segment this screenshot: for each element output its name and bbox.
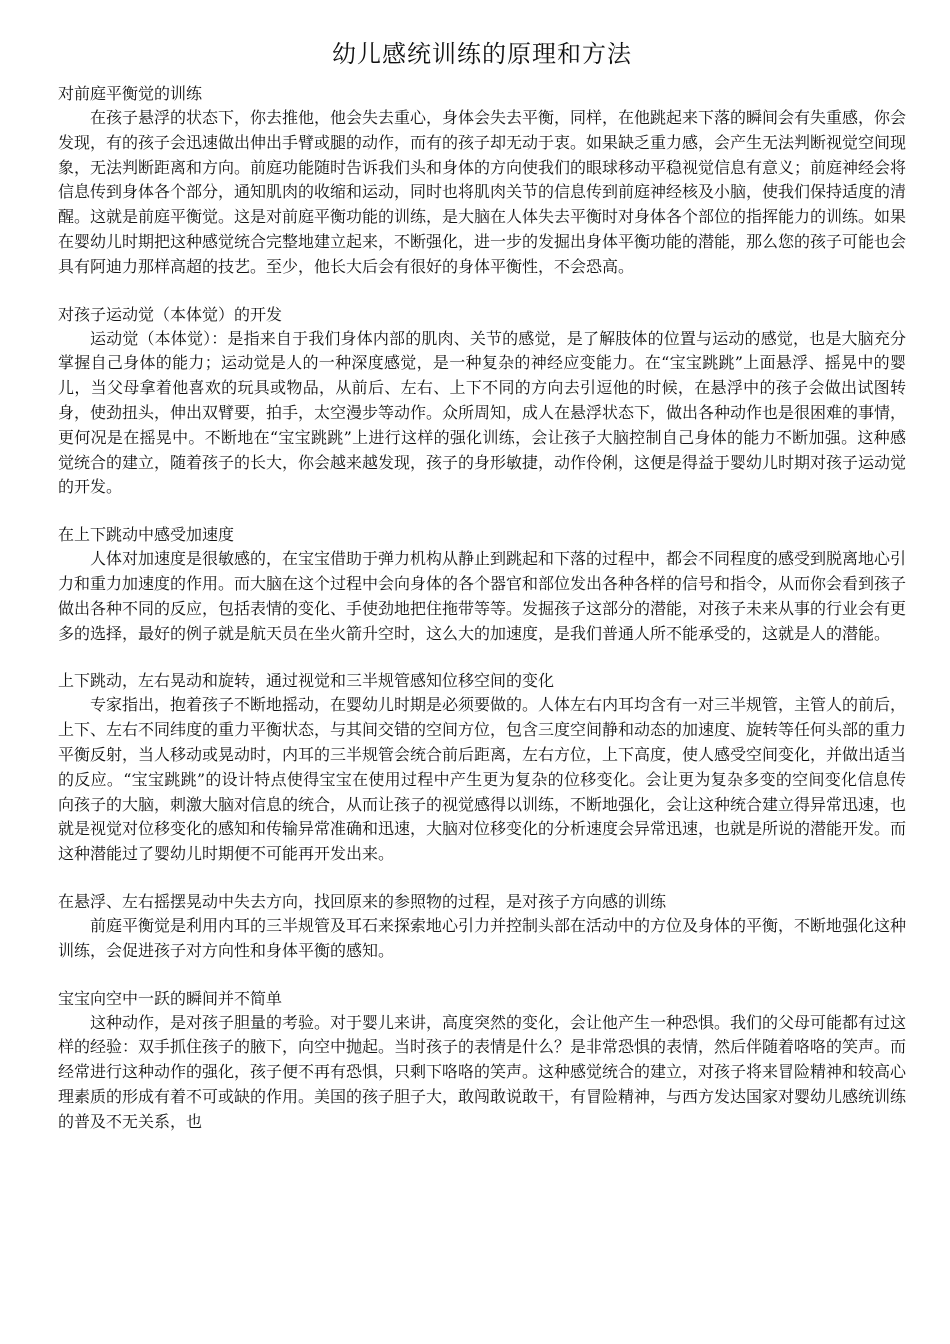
section-direction-sense	[58, 890, 906, 964]
section-heading: 对孩子运动觉（本体觉）的开发	[58, 304, 283, 324]
section-body: 在孩子悬浮的状态下，你去推他，他会失去重心，身体会失去平衡，同样，在他跳起来下落的瞬间会有失重感，你会发现，有的孩子会迅速做出伸出手臂或腿的动作，而有的孩子却无动于衷。如果缺乏重力感，会产生无法判断视觉空间现象，无法判断距离和方向。前庭功能随时告诉我们头和身体的方向使我们的眼球移动平稳视觉信息有意义；前庭神经会将信息传到身体各个部分，通知肌肉的收缩和运动，同时也将肌肉关节的信息传到前庭神经核及小脑，使我们保持适度的清醒。这就是前庭平衡觉。这是对前庭平衡功能的训练，是大脑在人体失去平衡时对身体各个部位的指挥能力的训练。如果在婴幼儿时期把这种感觉统合完整地建立起来，不断强化，进一步的发掘出身体平衡功能的潜能，那么您的孩子可能也会具有阿迪力那样高超的技艺。至少，他长大后会有很好的身体平衡性，不会恐高。	[58, 108, 907, 276]
section-heading: 在悬浮、左右摇摆晃动中失去方向，找回原来的参照物的过程，是对孩子方向感的训练	[58, 891, 667, 911]
section-acceleration	[58, 523, 906, 646]
section-spatial-displacement	[58, 669, 906, 867]
section-body: 运动觉（本体觉）：是指来自于我们身体内部的肌肉、关节的感觉，是了解肢体的位置与运动的感觉，也是大脑充分掌握自己身体的能力；运动觉是人的一种深度感觉，是一种复杂的神经应变能力。在“宝宝跳跳”上面悬浮、摇晃中的婴儿，当父母拿着他喜欢的玩具或物品，从前后、左右、上下不同的方向去引逗他的时候，在悬浮中的孩子会做出试图转身，使劲扭头，伸出双臂要，拍手，太空漫步等动作。众所周知，成人在悬浮状态下，做出各种动作也是很困难的事情，更何况是在摇晃中。不断地在“宝宝跳跳”上进行这样的强化训练，会让孩子大脑控制自己身体的能力不断加强。这种感觉统合的建立，随着孩子的长大，你会越来越发现，孩子的身形敏捷，动作伶俐，这便是得益于婴幼儿时期对孩子运动觉的开发。	[58, 328, 907, 497]
section-proprioception	[58, 303, 906, 501]
document-title: 幼儿感统训练的原理和方法	[332, 40, 632, 68]
document-page	[58, 36, 906, 1158]
section-body: 专家指出，抱着孩子不断地摇动，在婴幼儿时期是必须要做的。人体左右内耳均含有一对三半规管，主管人的前后，上下、左右不同纬度的重力平衡状态，与其间交错的空间方位，包含三度空间静和动态的加速度、旋转等任何头部的重力平衡反射，当人移动或晃动时，内耳的三半规管会统合前后距离，左右方位，上下高度，使人感受空间变化，并做出适当的反应。“宝宝跳跳”的设计特点使得宝宝在使用过程中产生更为复杂的位移变化。会让更为复杂多变的空间变化信息传向孩子的大脑，刺激大脑对信息的统合，从而让孩子的视觉感得以训练，不断地强化，会让这种统合建立得异常迅速，也就是视觉对位移变化的感知和传输异常准确和迅速，大脑对位移变化的分析速度会异常迅速，也就是所说的潜能开发。而这种潜能过了婴幼儿时期便不可能再开发出来。	[58, 695, 907, 864]
section-heading: 宝宝向空中一跃的瞬间并不简单	[58, 988, 283, 1008]
section-body: 人体对加速度是很敏感的，在宝宝借助于弹力机构从静止到跳起和下落的过程中，都会不同程度的感受到脱离地心引力和重力加速度的作用。而大脑在这个过程中会向身体的各个器官和部位发出各种各样的信号和指令，从而你会看到孩子做出各种不同的反应，包括表情的变化、手使劲地把住拖带等等。发掘孩子这部分的潜能，对孩子未来从事的行业会有更多的选择，最好的例子就是航天员在坐火箭升空时，这么大的加速度，是我们普通人所不能承受的，这就是人的潜能。	[58, 549, 907, 643]
section-body: 这种动作，是对孩子胆量的考验。对于婴儿来讲，高度突然的变化，会让他产生一种恐惧。我们的父母可能都有过这样的经验：双手抓住孩子的腋下，向空中抛起。当时孩子的表情是什么？是非常恐惧的表情，然后伴随着咯咯的笑声。而经常进行这种动作的强化，孩子便不再有恐惧，只剩下咯咯的笑声。这种感觉统合的建立，对孩子将来冒险精神和较高心理素质的形成有着不可或缺的作用。美国的孩子胆子大，敢闯敢说敢干，有冒险精神，与西方发达国家对婴幼儿感统训练的普及不无关系，也	[58, 1012, 907, 1131]
section-leap-into-air	[58, 987, 906, 1135]
section-body: 前庭平衡觉是利用内耳的三半规管及耳石来探索地心引力并控制头部在活动中的方位及身体的平衡，不断地强化这种训练，会促进孩子对方向性和身体平衡的感知。	[58, 915, 907, 960]
section-heading: 在上下跳动中感受加速度	[58, 525, 235, 545]
section-vestibular-balance	[58, 82, 906, 280]
section-heading: 对前庭平衡觉的训练	[58, 84, 203, 103]
section-heading: 上下跳动，左右晃动和旋转，通过视觉和三半规管感知位移空间的变化	[58, 671, 555, 691]
